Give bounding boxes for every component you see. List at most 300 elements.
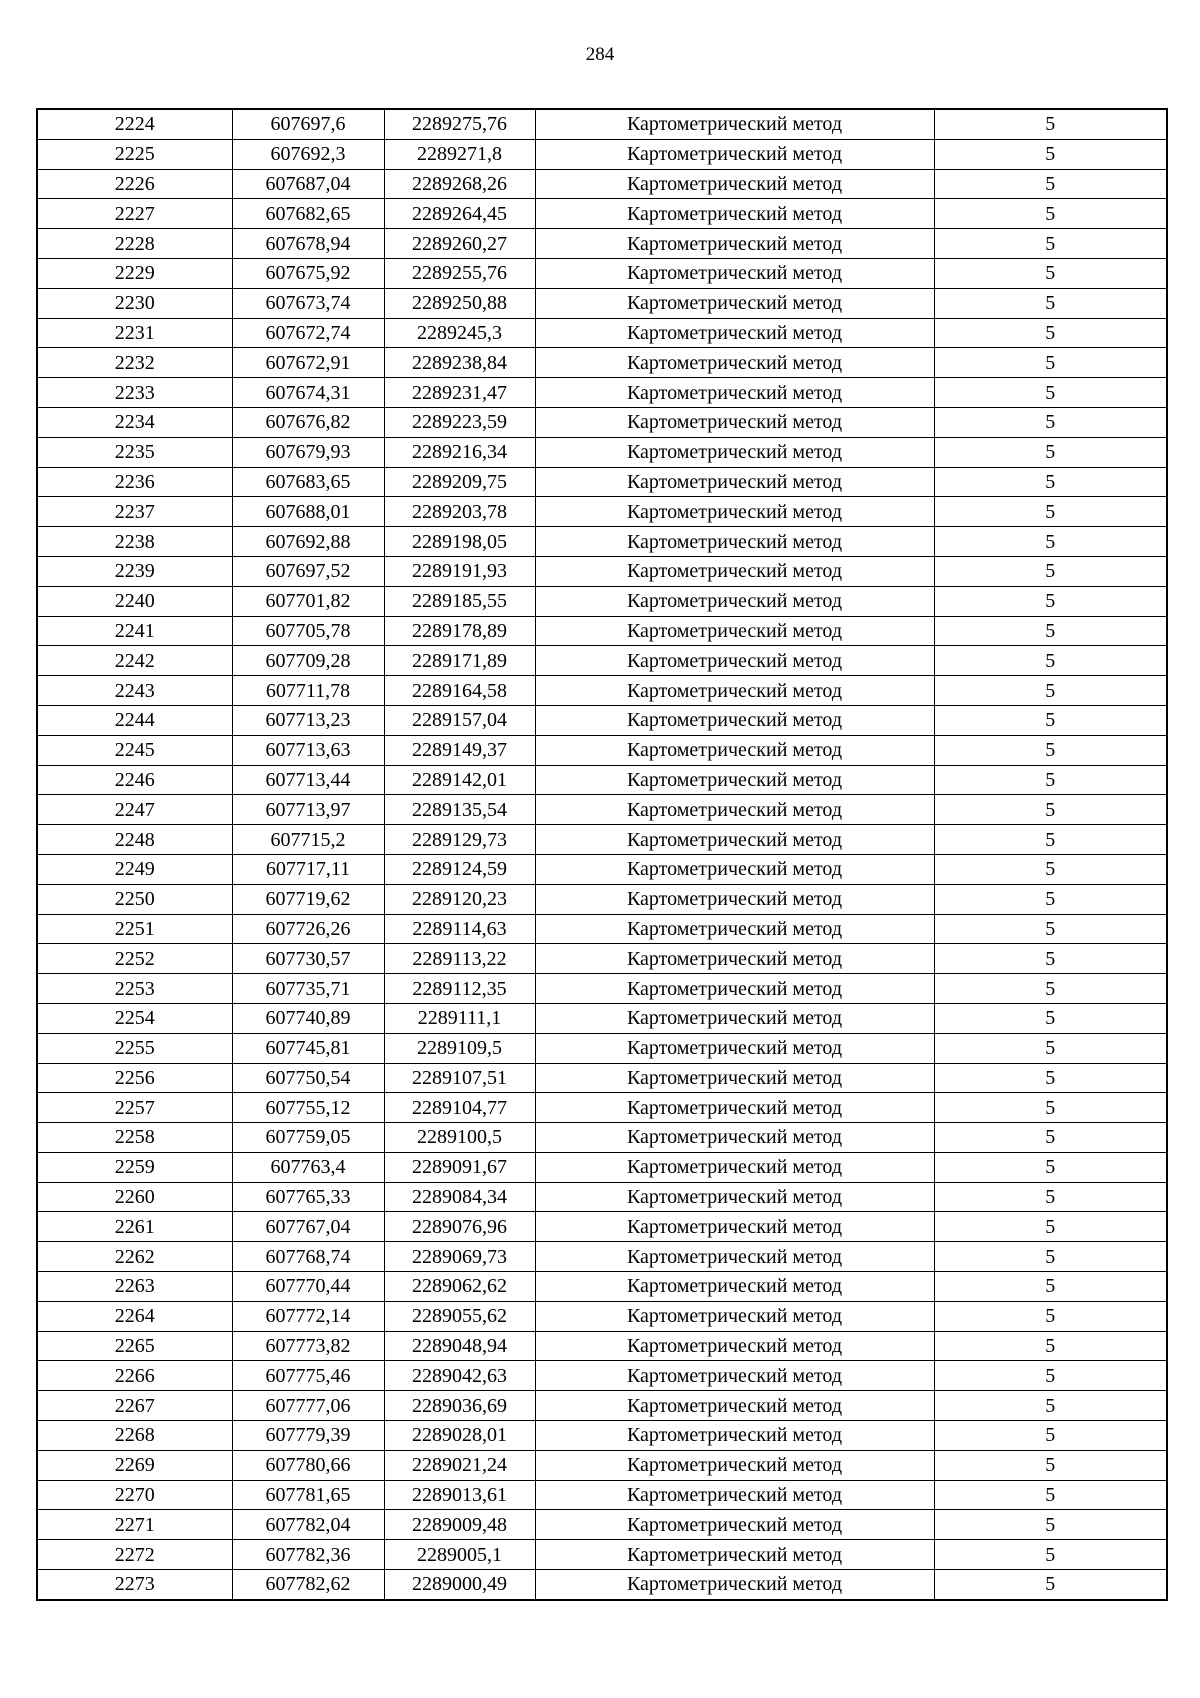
point-number-cell: 2243 — [37, 676, 232, 706]
accuracy-cell: 5 — [934, 139, 1167, 169]
point-number-cell: 2232 — [37, 348, 232, 378]
method-cell: Картометрический метод — [535, 795, 934, 825]
point-number-cell: 2255 — [37, 1033, 232, 1063]
x-coordinate-cell: 607735,71 — [232, 974, 384, 1004]
table-row — [37, 318, 1167, 348]
accuracy-cell: 5 — [934, 467, 1167, 497]
method-cell: Картометрический метод — [535, 437, 934, 467]
accuracy-cell: 5 — [934, 676, 1167, 706]
y-coordinate-cell: 2289120,23 — [384, 884, 535, 914]
y-coordinate-cell: 2289149,37 — [384, 735, 535, 765]
accuracy-cell: 5 — [934, 884, 1167, 914]
table-row — [37, 705, 1167, 735]
method-cell: Картометрический метод — [535, 139, 934, 169]
table-body — [37, 109, 1167, 1600]
accuracy-cell: 5 — [934, 1003, 1167, 1033]
point-number-cell: 2246 — [37, 765, 232, 795]
point-number-cell: 2244 — [37, 705, 232, 735]
y-coordinate-cell: 2289135,54 — [384, 795, 535, 825]
accuracy-cell: 5 — [934, 1450, 1167, 1480]
accuracy-cell: 5 — [934, 825, 1167, 855]
x-coordinate-cell: 607674,31 — [232, 378, 384, 408]
table-row — [37, 1391, 1167, 1421]
y-coordinate-cell: 2289000,49 — [384, 1570, 535, 1600]
accuracy-cell: 5 — [934, 1361, 1167, 1391]
method-cell: Картометрический метод — [535, 735, 934, 765]
y-coordinate-cell: 2289191,93 — [384, 556, 535, 586]
method-cell: Картометрический метод — [535, 676, 934, 706]
point-number-cell: 2261 — [37, 1212, 232, 1242]
table-row — [37, 676, 1167, 706]
x-coordinate-cell: 607782,62 — [232, 1570, 384, 1600]
x-coordinate-cell: 607692,88 — [232, 527, 384, 557]
y-coordinate-cell: 2289028,01 — [384, 1421, 535, 1451]
accuracy-cell: 5 — [934, 1540, 1167, 1570]
point-number-cell: 2263 — [37, 1272, 232, 1302]
x-coordinate-cell: 607713,23 — [232, 705, 384, 735]
y-coordinate-cell: 2289124,59 — [384, 854, 535, 884]
method-cell: Картометрический метод — [535, 407, 934, 437]
table-row — [37, 586, 1167, 616]
point-number-cell: 2236 — [37, 467, 232, 497]
x-coordinate-cell: 607672,91 — [232, 348, 384, 378]
y-coordinate-cell: 2289084,34 — [384, 1182, 535, 1212]
accuracy-cell: 5 — [934, 944, 1167, 974]
accuracy-cell: 5 — [934, 1063, 1167, 1093]
x-coordinate-cell: 607759,05 — [232, 1123, 384, 1153]
table-row — [37, 884, 1167, 914]
x-coordinate-cell: 607726,26 — [232, 914, 384, 944]
y-coordinate-cell: 2289129,73 — [384, 825, 535, 855]
accuracy-cell: 5 — [934, 378, 1167, 408]
point-number-cell: 2270 — [37, 1480, 232, 1510]
y-coordinate-cell: 2289203,78 — [384, 497, 535, 527]
page-number: 284 — [585, 44, 615, 65]
method-cell: Картометрический метод — [535, 1212, 934, 1242]
method-cell: Картометрический метод — [535, 1331, 934, 1361]
method-cell: Картометрический метод — [535, 1093, 934, 1123]
accuracy-cell: 5 — [934, 646, 1167, 676]
table-row — [37, 527, 1167, 557]
method-cell: Картометрический метод — [535, 616, 934, 646]
x-coordinate-cell: 607688,01 — [232, 497, 384, 527]
x-coordinate-cell: 607679,93 — [232, 437, 384, 467]
table-row — [37, 288, 1167, 318]
table-row — [37, 199, 1167, 229]
accuracy-cell: 5 — [934, 1182, 1167, 1212]
point-number-cell: 2249 — [37, 854, 232, 884]
accuracy-cell: 5 — [934, 914, 1167, 944]
method-cell: Картометрический метод — [535, 169, 934, 199]
method-cell: Картометрический метод — [535, 288, 934, 318]
table-row — [37, 1510, 1167, 1540]
x-coordinate-cell: 607750,54 — [232, 1063, 384, 1093]
y-coordinate-cell: 2289021,24 — [384, 1450, 535, 1480]
method-cell: Картометрический метод — [535, 1152, 934, 1182]
x-coordinate-cell: 607730,57 — [232, 944, 384, 974]
table-row — [37, 169, 1167, 199]
point-number-cell: 2242 — [37, 646, 232, 676]
accuracy-cell: 5 — [934, 854, 1167, 884]
y-coordinate-cell: 2289185,55 — [384, 586, 535, 616]
accuracy-cell: 5 — [934, 1123, 1167, 1153]
method-cell: Картометрический метод — [535, 944, 934, 974]
table-row — [37, 974, 1167, 1004]
accuracy-cell: 5 — [934, 1242, 1167, 1272]
y-coordinate-cell: 2289164,58 — [384, 676, 535, 706]
method-cell: Картометрический метод — [535, 1510, 934, 1540]
y-coordinate-cell: 2289104,77 — [384, 1093, 535, 1123]
x-coordinate-cell: 607676,82 — [232, 407, 384, 437]
y-coordinate-cell: 2289275,76 — [384, 109, 535, 139]
method-cell: Картометрический метод — [535, 1123, 934, 1153]
point-number-cell: 2269 — [37, 1450, 232, 1480]
accuracy-cell: 5 — [934, 586, 1167, 616]
y-coordinate-cell: 2289112,35 — [384, 974, 535, 1004]
accuracy-cell: 5 — [934, 1212, 1167, 1242]
x-coordinate-cell: 607782,36 — [232, 1540, 384, 1570]
table-row — [37, 1272, 1167, 1302]
point-number-cell: 2265 — [37, 1331, 232, 1361]
point-number-cell: 2234 — [37, 407, 232, 437]
point-number-cell: 2271 — [37, 1510, 232, 1540]
table-row — [37, 735, 1167, 765]
method-cell: Картометрический метод — [535, 586, 934, 616]
table-row — [37, 854, 1167, 884]
table-row — [37, 825, 1167, 855]
accuracy-cell: 5 — [934, 616, 1167, 646]
x-coordinate-cell: 607770,44 — [232, 1272, 384, 1302]
table-row — [37, 1331, 1167, 1361]
accuracy-cell: 5 — [934, 1570, 1167, 1600]
y-coordinate-cell: 2289009,48 — [384, 1510, 535, 1540]
y-coordinate-cell: 2289107,51 — [384, 1063, 535, 1093]
x-coordinate-cell: 607765,33 — [232, 1182, 384, 1212]
y-coordinate-cell: 2289062,62 — [384, 1272, 535, 1302]
table-row — [37, 944, 1167, 974]
x-coordinate-cell: 607763,4 — [232, 1152, 384, 1182]
x-coordinate-cell: 607772,14 — [232, 1301, 384, 1331]
method-cell: Картометрический метод — [535, 1242, 934, 1272]
table-row — [37, 1421, 1167, 1451]
point-number-cell: 2273 — [37, 1570, 232, 1600]
point-number-cell: 2225 — [37, 139, 232, 169]
table-row — [37, 914, 1167, 944]
method-cell: Картометрический метод — [535, 527, 934, 557]
method-cell: Картометрический метод — [535, 646, 934, 676]
method-cell: Картометрический метод — [535, 497, 934, 527]
accuracy-cell: 5 — [934, 1510, 1167, 1540]
accuracy-cell: 5 — [934, 1033, 1167, 1063]
method-cell: Картометрический метод — [535, 1421, 934, 1451]
accuracy-cell: 5 — [934, 974, 1167, 1004]
y-coordinate-cell: 2289055,62 — [384, 1301, 535, 1331]
x-coordinate-cell: 607755,12 — [232, 1093, 384, 1123]
table-row — [37, 765, 1167, 795]
y-coordinate-cell: 2289114,63 — [384, 914, 535, 944]
point-number-cell: 2254 — [37, 1003, 232, 1033]
method-cell: Картометрический метод — [535, 556, 934, 586]
method-cell: Картометрический метод — [535, 884, 934, 914]
table-row — [37, 1003, 1167, 1033]
method-cell: Картометрический метод — [535, 1480, 934, 1510]
method-cell: Картометрический метод — [535, 974, 934, 1004]
method-cell: Картометрический метод — [535, 318, 934, 348]
table-row — [37, 646, 1167, 676]
table-row — [37, 1540, 1167, 1570]
point-number-cell: 2239 — [37, 556, 232, 586]
table-row — [37, 1212, 1167, 1242]
method-cell: Картометрический метод — [535, 1272, 934, 1302]
table-row — [37, 1182, 1167, 1212]
accuracy-cell: 5 — [934, 109, 1167, 139]
point-number-cell: 2241 — [37, 616, 232, 646]
coordinates-table — [36, 108, 1168, 1601]
point-number-cell: 2266 — [37, 1361, 232, 1391]
x-coordinate-cell: 607713,63 — [232, 735, 384, 765]
table-row — [37, 556, 1167, 586]
accuracy-cell: 5 — [934, 1301, 1167, 1331]
y-coordinate-cell: 2289142,01 — [384, 765, 535, 795]
x-coordinate-cell: 607697,6 — [232, 109, 384, 139]
point-number-cell: 2247 — [37, 795, 232, 825]
method-cell: Картометрический метод — [535, 467, 934, 497]
method-cell: Картометрический метод — [535, 1003, 934, 1033]
accuracy-cell: 5 — [934, 1093, 1167, 1123]
y-coordinate-cell: 2289048,94 — [384, 1331, 535, 1361]
x-coordinate-cell: 607777,06 — [232, 1391, 384, 1421]
method-cell: Картометрический метод — [535, 229, 934, 259]
accuracy-cell: 5 — [934, 199, 1167, 229]
table-row — [37, 1450, 1167, 1480]
table-row — [37, 1123, 1167, 1153]
x-coordinate-cell: 607713,97 — [232, 795, 384, 825]
y-coordinate-cell: 2289171,89 — [384, 646, 535, 676]
accuracy-cell: 5 — [934, 1152, 1167, 1182]
y-coordinate-cell: 2289042,63 — [384, 1361, 535, 1391]
table-row — [37, 1033, 1167, 1063]
point-number-cell: 2228 — [37, 229, 232, 259]
method-cell: Картометрический метод — [535, 1301, 934, 1331]
point-number-cell: 2227 — [37, 199, 232, 229]
y-coordinate-cell: 2289013,61 — [384, 1480, 535, 1510]
point-number-cell: 2257 — [37, 1093, 232, 1123]
x-coordinate-cell: 607701,82 — [232, 586, 384, 616]
point-number-cell: 2224 — [37, 109, 232, 139]
accuracy-cell: 5 — [934, 705, 1167, 735]
accuracy-cell: 5 — [934, 288, 1167, 318]
x-coordinate-cell: 607781,65 — [232, 1480, 384, 1510]
method-cell: Картометрический метод — [535, 348, 934, 378]
accuracy-cell: 5 — [934, 169, 1167, 199]
method-cell: Картометрический метод — [535, 765, 934, 795]
y-coordinate-cell: 2289271,8 — [384, 139, 535, 169]
x-coordinate-cell: 607782,04 — [232, 1510, 384, 1540]
x-coordinate-cell: 607678,94 — [232, 229, 384, 259]
method-cell: Картометрический метод — [535, 1391, 934, 1421]
y-coordinate-cell: 2289198,05 — [384, 527, 535, 557]
x-coordinate-cell: 607740,89 — [232, 1003, 384, 1033]
y-coordinate-cell: 2289255,76 — [384, 258, 535, 288]
method-cell: Картометрический метод — [535, 1182, 934, 1212]
x-coordinate-cell: 607768,74 — [232, 1242, 384, 1272]
y-coordinate-cell: 2289238,84 — [384, 348, 535, 378]
accuracy-cell: 5 — [934, 765, 1167, 795]
x-coordinate-cell: 607719,62 — [232, 884, 384, 914]
y-coordinate-cell: 2289113,22 — [384, 944, 535, 974]
y-coordinate-cell: 2289250,88 — [384, 288, 535, 318]
point-number-cell: 2235 — [37, 437, 232, 467]
point-number-cell: 2259 — [37, 1152, 232, 1182]
point-number-cell: 2229 — [37, 258, 232, 288]
point-number-cell: 2267 — [37, 1391, 232, 1421]
accuracy-cell: 5 — [934, 318, 1167, 348]
y-coordinate-cell: 2289157,04 — [384, 705, 535, 735]
y-coordinate-cell: 2289005,1 — [384, 1540, 535, 1570]
x-coordinate-cell: 607717,11 — [232, 854, 384, 884]
point-number-cell: 2250 — [37, 884, 232, 914]
point-number-cell: 2238 — [37, 527, 232, 557]
x-coordinate-cell: 607715,2 — [232, 825, 384, 855]
x-coordinate-cell: 607692,3 — [232, 139, 384, 169]
method-cell: Картометрический метод — [535, 378, 934, 408]
accuracy-cell: 5 — [934, 735, 1167, 765]
x-coordinate-cell: 607675,92 — [232, 258, 384, 288]
point-number-cell: 2268 — [37, 1421, 232, 1451]
method-cell: Картометрический метод — [535, 854, 934, 884]
table-row — [37, 1093, 1167, 1123]
accuracy-cell: 5 — [934, 348, 1167, 378]
point-number-cell: 2260 — [37, 1182, 232, 1212]
table-row — [37, 1301, 1167, 1331]
method-cell: Картометрический метод — [535, 1570, 934, 1600]
method-cell: Картометрический метод — [535, 109, 934, 139]
y-coordinate-cell: 2289076,96 — [384, 1212, 535, 1242]
table-row — [37, 109, 1167, 139]
method-cell: Картометрический метод — [535, 705, 934, 735]
point-number-cell: 2264 — [37, 1301, 232, 1331]
y-coordinate-cell: 2289260,27 — [384, 229, 535, 259]
point-number-cell: 2262 — [37, 1242, 232, 1272]
method-cell: Картометрический метод — [535, 914, 934, 944]
x-coordinate-cell: 607709,28 — [232, 646, 384, 676]
table-row — [37, 437, 1167, 467]
accuracy-cell: 5 — [934, 1391, 1167, 1421]
table-row — [37, 1570, 1167, 1600]
x-coordinate-cell: 607687,04 — [232, 169, 384, 199]
accuracy-cell: 5 — [934, 527, 1167, 557]
y-coordinate-cell: 2289091,67 — [384, 1152, 535, 1182]
x-coordinate-cell: 607711,78 — [232, 676, 384, 706]
x-coordinate-cell: 607745,81 — [232, 1033, 384, 1063]
x-coordinate-cell: 607767,04 — [232, 1212, 384, 1242]
table-row — [37, 258, 1167, 288]
x-coordinate-cell: 607775,46 — [232, 1361, 384, 1391]
x-coordinate-cell: 607683,65 — [232, 467, 384, 497]
point-number-cell: 2251 — [37, 914, 232, 944]
table-row — [37, 1242, 1167, 1272]
x-coordinate-cell: 607705,78 — [232, 616, 384, 646]
accuracy-cell: 5 — [934, 795, 1167, 825]
y-coordinate-cell: 2289268,26 — [384, 169, 535, 199]
table-row — [37, 407, 1167, 437]
point-number-cell: 2231 — [37, 318, 232, 348]
table-row — [37, 1480, 1167, 1510]
table-row — [37, 1361, 1167, 1391]
y-coordinate-cell: 2289209,75 — [384, 467, 535, 497]
point-number-cell: 2256 — [37, 1063, 232, 1093]
method-cell: Картометрический метод — [535, 1033, 934, 1063]
point-number-cell: 2253 — [37, 974, 232, 1004]
method-cell: Картометрический метод — [535, 199, 934, 229]
method-cell: Картометрический метод — [535, 258, 934, 288]
x-coordinate-cell: 607780,66 — [232, 1450, 384, 1480]
y-coordinate-cell: 2289216,34 — [384, 437, 535, 467]
x-coordinate-cell: 607713,44 — [232, 765, 384, 795]
y-coordinate-cell: 2289111,1 — [384, 1003, 535, 1033]
y-coordinate-cell: 2289223,59 — [384, 407, 535, 437]
table-row — [37, 378, 1167, 408]
table-row — [37, 497, 1167, 527]
accuracy-cell: 5 — [934, 1272, 1167, 1302]
table-row — [37, 1063, 1167, 1093]
accuracy-cell: 5 — [934, 437, 1167, 467]
accuracy-cell: 5 — [934, 258, 1167, 288]
point-number-cell: 2240 — [37, 586, 232, 616]
y-coordinate-cell: 2289245,3 — [384, 318, 535, 348]
accuracy-cell: 5 — [934, 1421, 1167, 1451]
y-coordinate-cell: 2289264,45 — [384, 199, 535, 229]
point-number-cell: 2237 — [37, 497, 232, 527]
accuracy-cell: 5 — [934, 556, 1167, 586]
y-coordinate-cell: 2289109,5 — [384, 1033, 535, 1063]
method-cell: Картометрический метод — [535, 1450, 934, 1480]
method-cell: Картометрический метод — [535, 825, 934, 855]
x-coordinate-cell: 607697,52 — [232, 556, 384, 586]
x-coordinate-cell: 607779,39 — [232, 1421, 384, 1451]
x-coordinate-cell: 607672,74 — [232, 318, 384, 348]
table-row — [37, 139, 1167, 169]
accuracy-cell: 5 — [934, 1480, 1167, 1510]
x-coordinate-cell: 607773,82 — [232, 1331, 384, 1361]
y-coordinate-cell: 2289100,5 — [384, 1123, 535, 1153]
table-row — [37, 229, 1167, 259]
method-cell: Картометрический метод — [535, 1540, 934, 1570]
table-row — [37, 348, 1167, 378]
method-cell: Картометрический метод — [535, 1063, 934, 1093]
y-coordinate-cell: 2289069,73 — [384, 1242, 535, 1272]
point-number-cell: 2248 — [37, 825, 232, 855]
y-coordinate-cell: 2289036,69 — [384, 1391, 535, 1421]
point-number-cell: 2252 — [37, 944, 232, 974]
point-number-cell: 2272 — [37, 1540, 232, 1570]
accuracy-cell: 5 — [934, 229, 1167, 259]
accuracy-cell: 5 — [934, 1331, 1167, 1361]
x-coordinate-cell: 607682,65 — [232, 199, 384, 229]
accuracy-cell: 5 — [934, 407, 1167, 437]
x-coordinate-cell: 607673,74 — [232, 288, 384, 318]
y-coordinate-cell: 2289178,89 — [384, 616, 535, 646]
y-coordinate-cell: 2289231,47 — [384, 378, 535, 408]
point-number-cell: 2226 — [37, 169, 232, 199]
method-cell: Картометрический метод — [535, 1361, 934, 1391]
point-number-cell: 2230 — [37, 288, 232, 318]
table-row — [37, 467, 1167, 497]
point-number-cell: 2233 — [37, 378, 232, 408]
table-row — [37, 1152, 1167, 1182]
point-number-cell: 2245 — [37, 735, 232, 765]
accuracy-cell: 5 — [934, 497, 1167, 527]
